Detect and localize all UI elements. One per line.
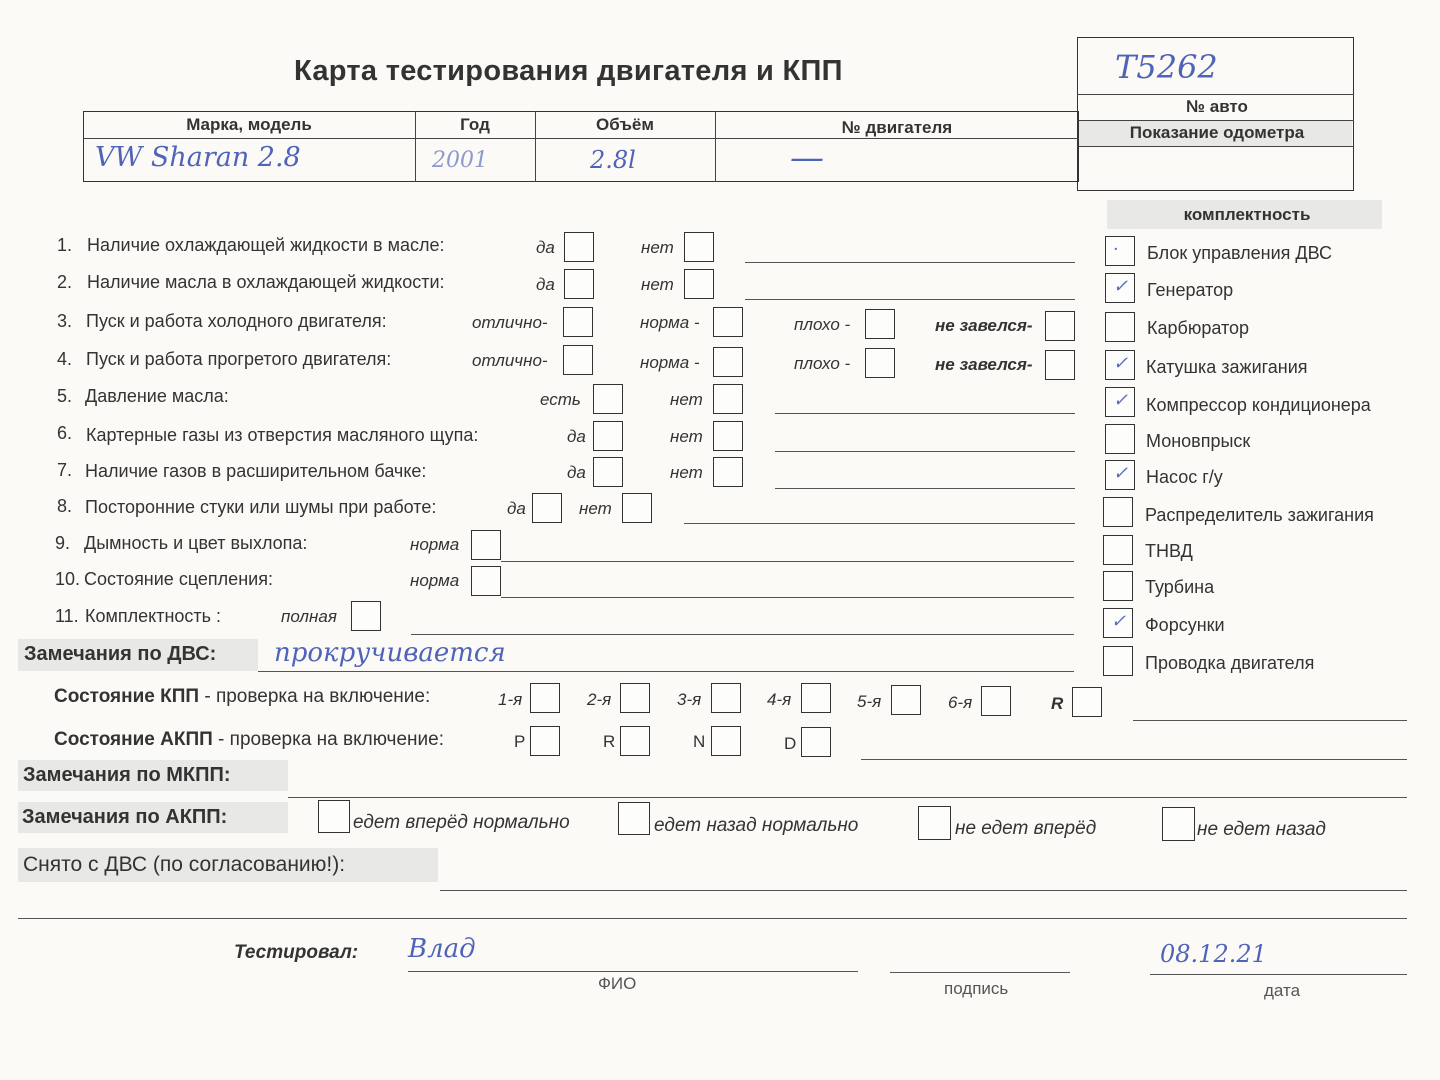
check-4-opt-not-started-label: не завелся-: [935, 355, 1033, 374]
akpp-notes-line[interactable]: [861, 759, 1407, 760]
check-8-opt-no-label: нет: [579, 499, 612, 518]
check-9-label: Дымность и цвет выхлопа:: [84, 533, 308, 553]
check-3-opt-normal-label: норма -: [640, 313, 700, 332]
akpp-mode-r-checkbox[interactable]: [620, 726, 650, 756]
kit-checkbox-carburetor[interactable]: [1105, 312, 1135, 342]
kit-label-mono-injection: Моновпрыск: [1146, 431, 1251, 451]
akpp-no-forward-label: не едет вперёд: [955, 818, 1097, 839]
remarks-akpp-label: Замечания по АКПП:: [22, 806, 228, 828]
kit-label-injection-pump: ТНВД: [1145, 541, 1193, 561]
check-8-label: Посторонние стуки или шумы при работе:: [85, 497, 437, 517]
fio-line: [408, 971, 858, 972]
date-line: [1150, 974, 1407, 975]
check-5-label: Давление масла:: [85, 386, 229, 406]
kit-checkbox-injectors[interactable]: ✓: [1103, 608, 1133, 638]
akpp-mode-n-label: N: [693, 732, 706, 751]
check-7-notes-line[interactable]: [775, 488, 1075, 489]
check-11-number: 11.: [55, 606, 79, 626]
check-6-opt-no-label: нет: [670, 427, 703, 446]
check-1-notes-line[interactable]: [745, 262, 1075, 263]
remarks-mkpp-line[interactable]: [288, 797, 1407, 798]
check-5-yes-checkbox[interactable]: [593, 384, 623, 414]
akpp-mode-r-label: R: [603, 732, 616, 751]
check-4-opt-bad-label: плохо -: [794, 354, 851, 373]
year-value[interactable]: 2001: [432, 148, 488, 173]
kpp-gear-2-label: 2-я: [587, 690, 612, 709]
check-2-opt-yes-label: да: [536, 275, 555, 294]
check-10-opt-normal-label: норма: [410, 571, 460, 590]
check-4-not-started-checkbox[interactable]: [1045, 350, 1075, 380]
check-10-number: 10.: [55, 569, 81, 589]
signature-label: подпись: [944, 979, 1009, 998]
check-6-notes-line[interactable]: [775, 451, 1075, 452]
check-11-label: Комплектность :: [85, 606, 222, 626]
check-3-opt-bad-label: плохо -: [794, 315, 851, 334]
check-1-opt-no-label: нет: [641, 238, 674, 257]
check-7-no-checkbox[interactable]: [713, 457, 743, 487]
kpp-notes-line[interactable]: [1133, 720, 1407, 721]
akpp-mode-n-checkbox[interactable]: [711, 726, 741, 756]
remarks-engine-label: Замечания по ДВС:: [24, 643, 217, 665]
kit-checkbox-engine-wiring[interactable]: [1103, 646, 1133, 676]
kpp-gear-2-checkbox[interactable]: [620, 683, 650, 713]
kpp-gear-3-checkbox[interactable]: [711, 683, 741, 713]
akpp-no-backward-checkbox[interactable]: [1162, 807, 1195, 841]
kit-checkbox-mono-injection[interactable]: [1105, 424, 1135, 454]
check-7-label: Наличие газов в расширительном бачке:: [85, 461, 427, 481]
akpp-forward-ok-label: едет вперёд нормально: [353, 812, 570, 833]
check-2-notes-line[interactable]: [745, 299, 1075, 300]
check-9-notes-line[interactable]: [501, 561, 1074, 562]
kpp-gear-6-checkbox[interactable]: [981, 686, 1011, 716]
kit-label-distributor: Распределитель зажигания: [1145, 505, 1374, 525]
akpp-no-forward-checkbox[interactable]: [918, 806, 951, 840]
akpp-mode-d-checkbox[interactable]: [801, 727, 831, 757]
kpp-gear-3-label: 3-я: [677, 690, 702, 709]
check-2-label: Наличие масла в охлаждающей жидкости:: [87, 272, 445, 292]
check-8-yes-checkbox[interactable]: [532, 493, 562, 523]
check-4-opt-excellent-label: отлично-: [472, 351, 548, 370]
check-7-yes-checkbox[interactable]: [593, 457, 623, 487]
check-5-opt-yes-label: есть: [540, 390, 581, 409]
kit-checkbox-distributor[interactable]: [1103, 497, 1133, 527]
kpp-gear-4-label: 4-я: [767, 690, 792, 709]
fio-label: ФИО: [598, 974, 637, 993]
check-5-no-checkbox[interactable]: [713, 384, 743, 414]
check-2-opt-no-label: нет: [641, 275, 674, 294]
check-1-opt-yes-label: да: [536, 238, 555, 257]
check-3-normal-checkbox[interactable]: [713, 307, 743, 337]
kit-checkbox-power-steering-pump[interactable]: ✓: [1105, 460, 1135, 490]
check-4-excellent-checkbox[interactable]: [563, 345, 593, 375]
kit-label-power-steering-pump: Насос г/у: [1146, 467, 1223, 487]
kit-label-ignition-coil: Катушка зажигания: [1146, 357, 1308, 377]
check-9-number: 9.: [55, 533, 71, 553]
check-11-notes-line[interactable]: [411, 634, 1074, 635]
date-label: дата: [1264, 981, 1301, 1000]
kpp-gear-r-label: R: [1051, 694, 1064, 713]
odometer-label: Показание одометра: [1129, 123, 1305, 142]
check-3-not-started-checkbox[interactable]: [1045, 311, 1075, 341]
check-3-opt-not-started-label: не завелся-: [935, 316, 1033, 335]
signature-line[interactable]: [890, 972, 1070, 973]
akpp-forward-ok-checkbox[interactable]: [318, 800, 350, 833]
volume-value[interactable]: 2.8l: [590, 146, 636, 174]
kit-label-ecu: Блок управления ДВС: [1147, 243, 1332, 263]
kpp-gear-5-label: 5-я: [857, 692, 882, 711]
check-9-opt-normal-label: норма: [410, 535, 460, 554]
check-5-notes-line[interactable]: [775, 413, 1075, 414]
kit-checkbox-injection-pump[interactable]: [1103, 535, 1133, 565]
check-7-opt-no-label: нет: [670, 463, 703, 482]
check-8-opt-yes-label: да: [507, 499, 526, 518]
check-4-number: 4.: [57, 349, 73, 369]
check-4-opt-normal-label: норма -: [640, 353, 700, 372]
removed-label: Снято с ДВС (по согласованию!):: [23, 853, 346, 876]
check-11-full-checkbox[interactable]: [351, 601, 381, 631]
remarks-mkpp-label: Замечания по МКПП:: [23, 764, 231, 786]
removed-line[interactable]: [440, 890, 1407, 891]
kit-checkbox-turbine[interactable]: [1103, 571, 1133, 601]
akpp-no-backward-label: не едет назад: [1197, 819, 1326, 840]
kit-checkbox-ignition-coil[interactable]: ✓: [1105, 350, 1135, 380]
car-number-value[interactable]: T5262: [1115, 48, 1218, 86]
col-volume-header: Объём: [596, 115, 654, 134]
akpp-backward-ok-checkbox[interactable]: [618, 802, 650, 835]
check-4-bad-checkbox[interactable]: [865, 348, 895, 378]
remarks-engine-line: [258, 671, 1074, 672]
date-value[interactable]: 08.12.21: [1160, 940, 1267, 968]
col-engine-number-header: № двигателя: [841, 118, 953, 137]
kit-checkbox-ecu[interactable]: ·: [1105, 236, 1135, 266]
kpp-gear-r-checkbox[interactable]: [1072, 687, 1102, 717]
check-4-normal-checkbox[interactable]: [713, 347, 743, 377]
check-1-no-checkbox[interactable]: [684, 232, 714, 262]
check-9-normal-checkbox[interactable]: [471, 530, 501, 560]
kpp-gear-1-label: 1-я: [498, 690, 523, 709]
check-3-label: Пуск и работа холодного двигателя:: [86, 311, 387, 331]
check-3-bad-checkbox[interactable]: [865, 309, 895, 339]
kit-title: комплектность: [1183, 205, 1311, 224]
check-1-yes-checkbox[interactable]: [564, 232, 594, 262]
check-6-no-checkbox[interactable]: [713, 421, 743, 451]
check-11-opt-full-label: полная: [281, 607, 337, 626]
form-title: Карта тестирования двигателя и КПП: [294, 55, 843, 87]
check-6-label: Картерные газы из отверстия масляного щупа:: [86, 425, 479, 445]
check-4-label: Пуск и работа прогретого двигателя:: [86, 349, 392, 369]
kit-label-ac-compressor: Компрессор кондиционера: [1146, 395, 1371, 415]
kit-checkbox-generator[interactable]: ✓: [1105, 273, 1135, 303]
akpp-mode-p-label: P: [514, 732, 526, 751]
check-3-opt-excellent-label: отлично-: [472, 313, 548, 332]
check-8-notes-line[interactable]: [684, 523, 1075, 524]
check-7-opt-yes-label: да: [567, 463, 586, 482]
col-year-header: Год: [460, 115, 490, 134]
kit-label-generator: Генератор: [1147, 280, 1234, 300]
kit-label-carburetor: Карбюратор: [1147, 318, 1250, 338]
check-10-notes-line[interactable]: [501, 597, 1074, 598]
check-6-yes-checkbox[interactable]: [593, 421, 623, 451]
tested-by-label: Тестировал:: [234, 942, 359, 963]
kit-label-engine-wiring: Проводка двигателя: [1145, 653, 1315, 673]
check-2-number: 2.: [57, 272, 73, 292]
kpp-label: Состояние КПП - проверка на включение:: [54, 686, 431, 707]
make-model-value[interactable]: VW Sharan 2.8: [95, 142, 301, 173]
kit-label-turbine: Турбина: [1145, 577, 1215, 597]
check-1-label: Наличие охлаждающей жидкости в масле:: [87, 235, 445, 255]
check-1-number: 1.: [57, 235, 73, 255]
akpp-label: Состояние АКПП - проверка на включение:: [54, 729, 444, 750]
check-8-number: 8.: [57, 496, 73, 516]
kpp-gear-5-checkbox[interactable]: [891, 685, 921, 715]
check-3-number: 3.: [57, 311, 73, 331]
check-5-number: 5.: [57, 386, 73, 406]
tested-by-value[interactable]: Влад: [408, 934, 476, 964]
kpp-gear-1-checkbox[interactable]: [530, 683, 560, 713]
check-3-excellent-checkbox[interactable]: [563, 307, 593, 337]
akpp-mode-d-label: D: [784, 734, 797, 753]
check-8-no-checkbox[interactable]: [622, 493, 652, 523]
kpp-gear-6-label: 6-я: [948, 693, 973, 712]
check-10-normal-checkbox[interactable]: [471, 566, 501, 596]
engine-number-value[interactable]: —: [790, 138, 824, 178]
check-7-number: 7.: [57, 460, 73, 480]
check-10-label: Состояние сцепления:: [84, 569, 273, 589]
car-number-label: № авто: [1186, 97, 1248, 116]
check-2-no-checkbox[interactable]: [684, 269, 714, 299]
remarks-engine-value[interactable]: прокручивается: [274, 638, 506, 668]
col-make-header: Марка, модель: [186, 115, 312, 134]
kpp-gear-4-checkbox[interactable]: [801, 683, 831, 713]
kit-checkbox-ac-compressor[interactable]: ✓: [1105, 387, 1135, 417]
check-6-number: 6.: [57, 423, 73, 443]
akpp-mode-p-checkbox[interactable]: [530, 726, 560, 756]
check-5-opt-no-label: нет: [670, 390, 703, 409]
check-2-yes-checkbox[interactable]: [564, 269, 594, 299]
akpp-backward-ok-label: едет назад нормально: [654, 815, 859, 836]
kit-label-injectors: Форсунки: [1145, 615, 1225, 635]
removed-line-2[interactable]: [18, 918, 1407, 919]
check-6-opt-yes-label: да: [567, 427, 586, 446]
